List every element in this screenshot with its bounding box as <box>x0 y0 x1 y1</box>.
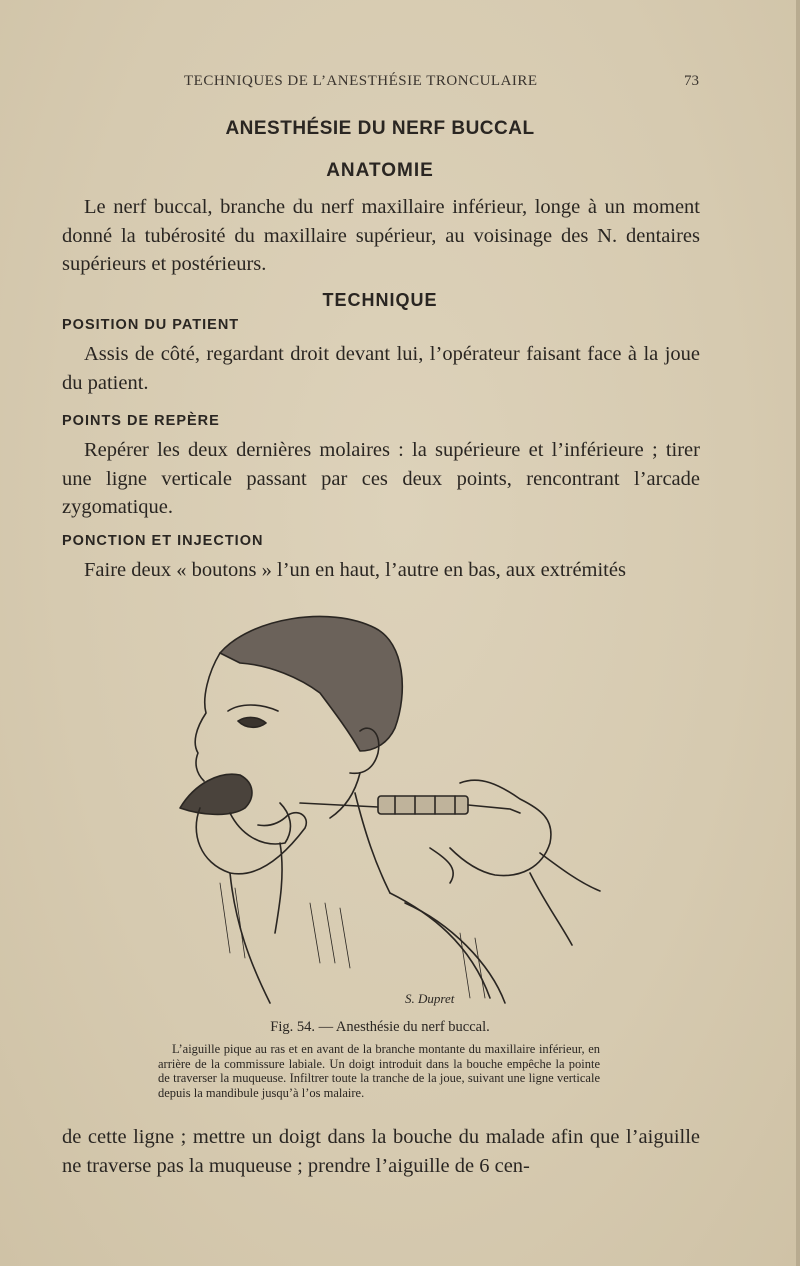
points-text: Repérer les deux dernières molaires : la supérieure et l’inférieure ; tirer une ligne verticale passant par ces deux points, rencontrant l’arcade zygomatique. <box>62 439 700 518</box>
technique-heading: TECHNIQUE <box>322 290 438 310</box>
figure-legend-text: L’aiguille pique au ras et en avant de la branche montante du maxillaire inférieur, en arrière de la commissure labiale. Un doigt introduit dans la bouche empêche la pointe de traverser la muqueuse. Infiltrer toute la tranche de la joue, suivant une ligne verticale depuis la mandibule jusqu’à l’os malaire. <box>158 1042 600 1100</box>
page-number: 73 <box>684 73 699 89</box>
continuation-text: de cette ligne ; mettre un doigt dans la bouche du malade afin que l’aiguille ne traverse pas la muqueuse ; prendre l’aiguille de 6 cen- <box>62 1126 700 1177</box>
points-heading: POINTS DE REPÈRE <box>62 413 220 429</box>
injection-paragraph <box>62 556 700 585</box>
page-edge <box>796 0 800 1266</box>
position-heading: POSITION DU PATIENT <box>62 317 240 333</box>
figure-illustration <box>160 603 610 1015</box>
continuation-paragraph <box>62 1123 700 1180</box>
engraving-illustration <box>160 603 610 1015</box>
figure-caption: Fig. 54. — Anesthésie du nerf buccal. <box>270 1019 490 1035</box>
engraver-signature: S. Dupret <box>405 991 455 1006</box>
anatomy-text: Le nerf buccal, branche du nerf maxillaire inférieur, longe à un moment donné la tubérosité du maxillaire supérieur, au voisinage des N. dentaires supérieurs et postérieurs. <box>62 196 700 275</box>
injection-text: Faire deux « boutons » l’un en haut, l’autre en bas, aux extrémités <box>84 559 626 581</box>
points-paragraph <box>62 436 700 522</box>
figure-legend <box>158 1042 600 1100</box>
position-paragraph <box>62 340 700 397</box>
injection-heading: PONCTION ET INJECTION <box>62 533 264 549</box>
position-text: Assis de côté, regardant droit devant lui, l’opérateur faisant face à la joue du patient. <box>62 343 700 394</box>
running-title: TECHNIQUES DE L’ANESTHÉSIE TRONCULAIRE <box>184 73 538 89</box>
section-title: ANESTHÉSIE DU NERF BUCCAL <box>225 118 535 139</box>
anatomy-paragraph <box>62 193 700 279</box>
anatomy-heading: ANATOMIE <box>326 160 434 181</box>
